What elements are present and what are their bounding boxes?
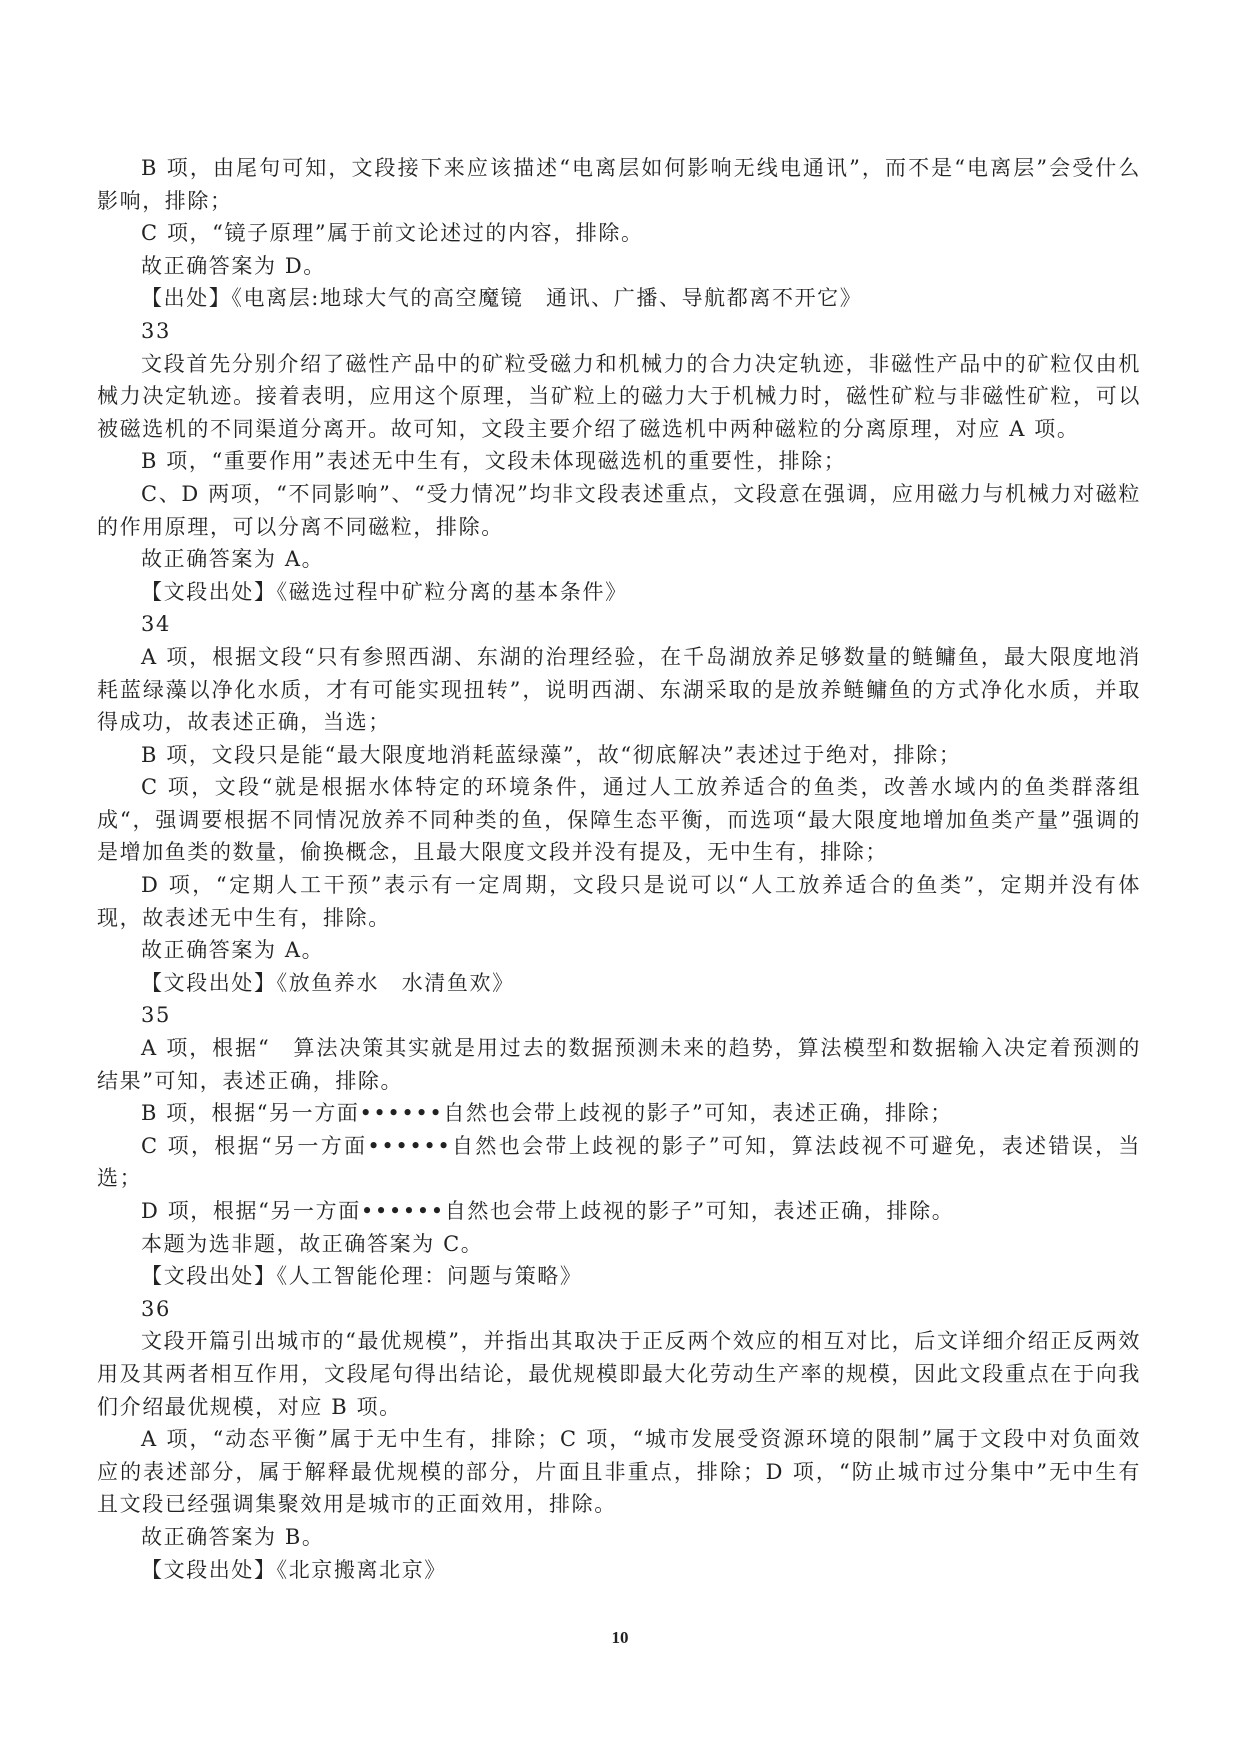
paragraph: 【文段出处】《北京搬离北京》 — [141, 1557, 447, 1582]
paragraph: B 项，由尾句可知，文段接下来应该描述“电离层如何影响无线电通讯”，而不是“电离层”会受什么影响，排除； — [97, 156, 1141, 213]
question-number: 36 — [141, 1296, 171, 1321]
paragraph: 【文段出处】《磁选过程中矿粒分离的基本条件》 — [141, 579, 628, 604]
paragraph: 本题为选非题，故正确答案为 C。 — [141, 1231, 484, 1256]
paragraph: C 项，“镜子原理”属于前文论述过的内容，排除。 — [141, 221, 644, 246]
question-number: 34 — [141, 612, 171, 637]
paragraph: A 项，根据文段“只有参照西湖、东湖的治理经验，在千岛湖放养足够数量的鲢鳙鱼，最大限度地消耗蓝绿藻以净化水质，才有可能实现扭转”，说明西湖、东湖采取的是放养鲢鳙鱼的方式净化水质，并取得成功，故表述正确，当选； — [97, 644, 1141, 735]
paragraph: B 项，“重要作用”表述无中生有，文段未体现磁选机的重要性，排除； — [141, 449, 847, 474]
paragraph: A 项，根据“ 算法决策其实就是用过去的数据预测未来的趋势，算法模型和数据输入决定着预测的结果”可知，表述正确，排除。 — [97, 1036, 1141, 1093]
paragraph: C 项，文段“就是根据水体特定的环境条件，通过人工放养适合的鱼类，改善水域内的鱼类群落组成“，强调要根据不同情况放养不同种类的鱼，保障生态平衡，而选项“最大限度地增加鱼类产量”强调的是增加鱼类的数量，偷换概念，且最大限度文段并没有提及，无中生有，排除； — [97, 775, 1141, 865]
paragraph: 故正确答案为 B。 — [141, 1524, 325, 1549]
paragraph: A 项，“动态平衡”属于无中生有，排除；C 项，“城市发展受资源环境的限制”属于文段中对负面效应的表述部分，属于解释最优规模的部分，片面且非重点，排除；D 项，“防止城市过分集中”无中生有且文段已经强调集聚效用是城市的正面效用，排除。 — [97, 1427, 1141, 1517]
paragraph: D 项，根据“另一方面••••••自然也会带上歧视的影子”可知，表述正确，排除。 — [141, 1199, 955, 1223]
question-number: 35 — [141, 1003, 171, 1028]
paragraph: 【出处】《电离层:地球大气的高空魔镜 通讯、广播、导航都离不开它》 — [141, 286, 863, 311]
paragraph: 故正确答案为 D。 — [141, 253, 326, 278]
paragraph: C 项，根据“另一方面••••••自然也会带上歧视的影子”可知，算法歧视不可避免，表述错误，当选； — [97, 1133, 1141, 1191]
paragraph: 【文段出处】《放鱼养水 水清鱼欢》 — [141, 970, 515, 995]
paragraph: 文段首先分别介绍了磁性产品中的矿粒受磁力和机械力的合力决定轨迹，非磁性产品中的矿粒仅由机械力决定轨迹。接着表明，应用这个原理，当矿粒上的磁力大于机械力时，磁性矿粒与非磁性矿粒，可以被磁选机的不同渠道分离开。故可知，文段主要介绍了磁选机中两种磁粒的分离原理，对应 A 项。 — [97, 351, 1141, 441]
paragraph: B 项，根据“另一方面••••••自然也会带上歧视的影子”可知，表述正确，排除； — [141, 1101, 953, 1126]
page-number: 10 — [611, 1628, 629, 1647]
paragraph: 【文段出处】《人工智能伦理：问题与策略》 — [141, 1264, 583, 1289]
paragraph: 故正确答案为 A。 — [141, 547, 325, 572]
paragraph: C、D 两项，“不同影响”、“受力情况”均非文段表述重点，文段意在强调，应用磁力与机械力对磁粒的作用原理，可以分离不同磁粒，排除。 — [97, 481, 1141, 539]
paragraph: D 项，“定期人工干预”表示有一定周期，文段只是说可以“人工放养适合的鱼类”，定期并没有体现，故表述无中生有，排除。 — [97, 873, 1141, 930]
paragraph: 文段开篇引出城市的“最优规模”，并指出其取决于正反两个效应的相互对比，后文详细介绍正反两效用及其两者相互作用，文段尾句得出结论，最优规模即最大化劳动生产率的规模，因此文段重点在于向我们介绍最优规模，对应 B 项。 — [97, 1329, 1141, 1419]
document-body — [97, 152, 1141, 1586]
paragraph: B 项，文段只是能“最大限度地消耗蓝绿藻”，故“彻底解决”表述过于绝对，排除； — [141, 742, 962, 767]
paragraph: 故正确答案为 A。 — [141, 938, 325, 963]
question-number: 33 — [141, 318, 171, 343]
